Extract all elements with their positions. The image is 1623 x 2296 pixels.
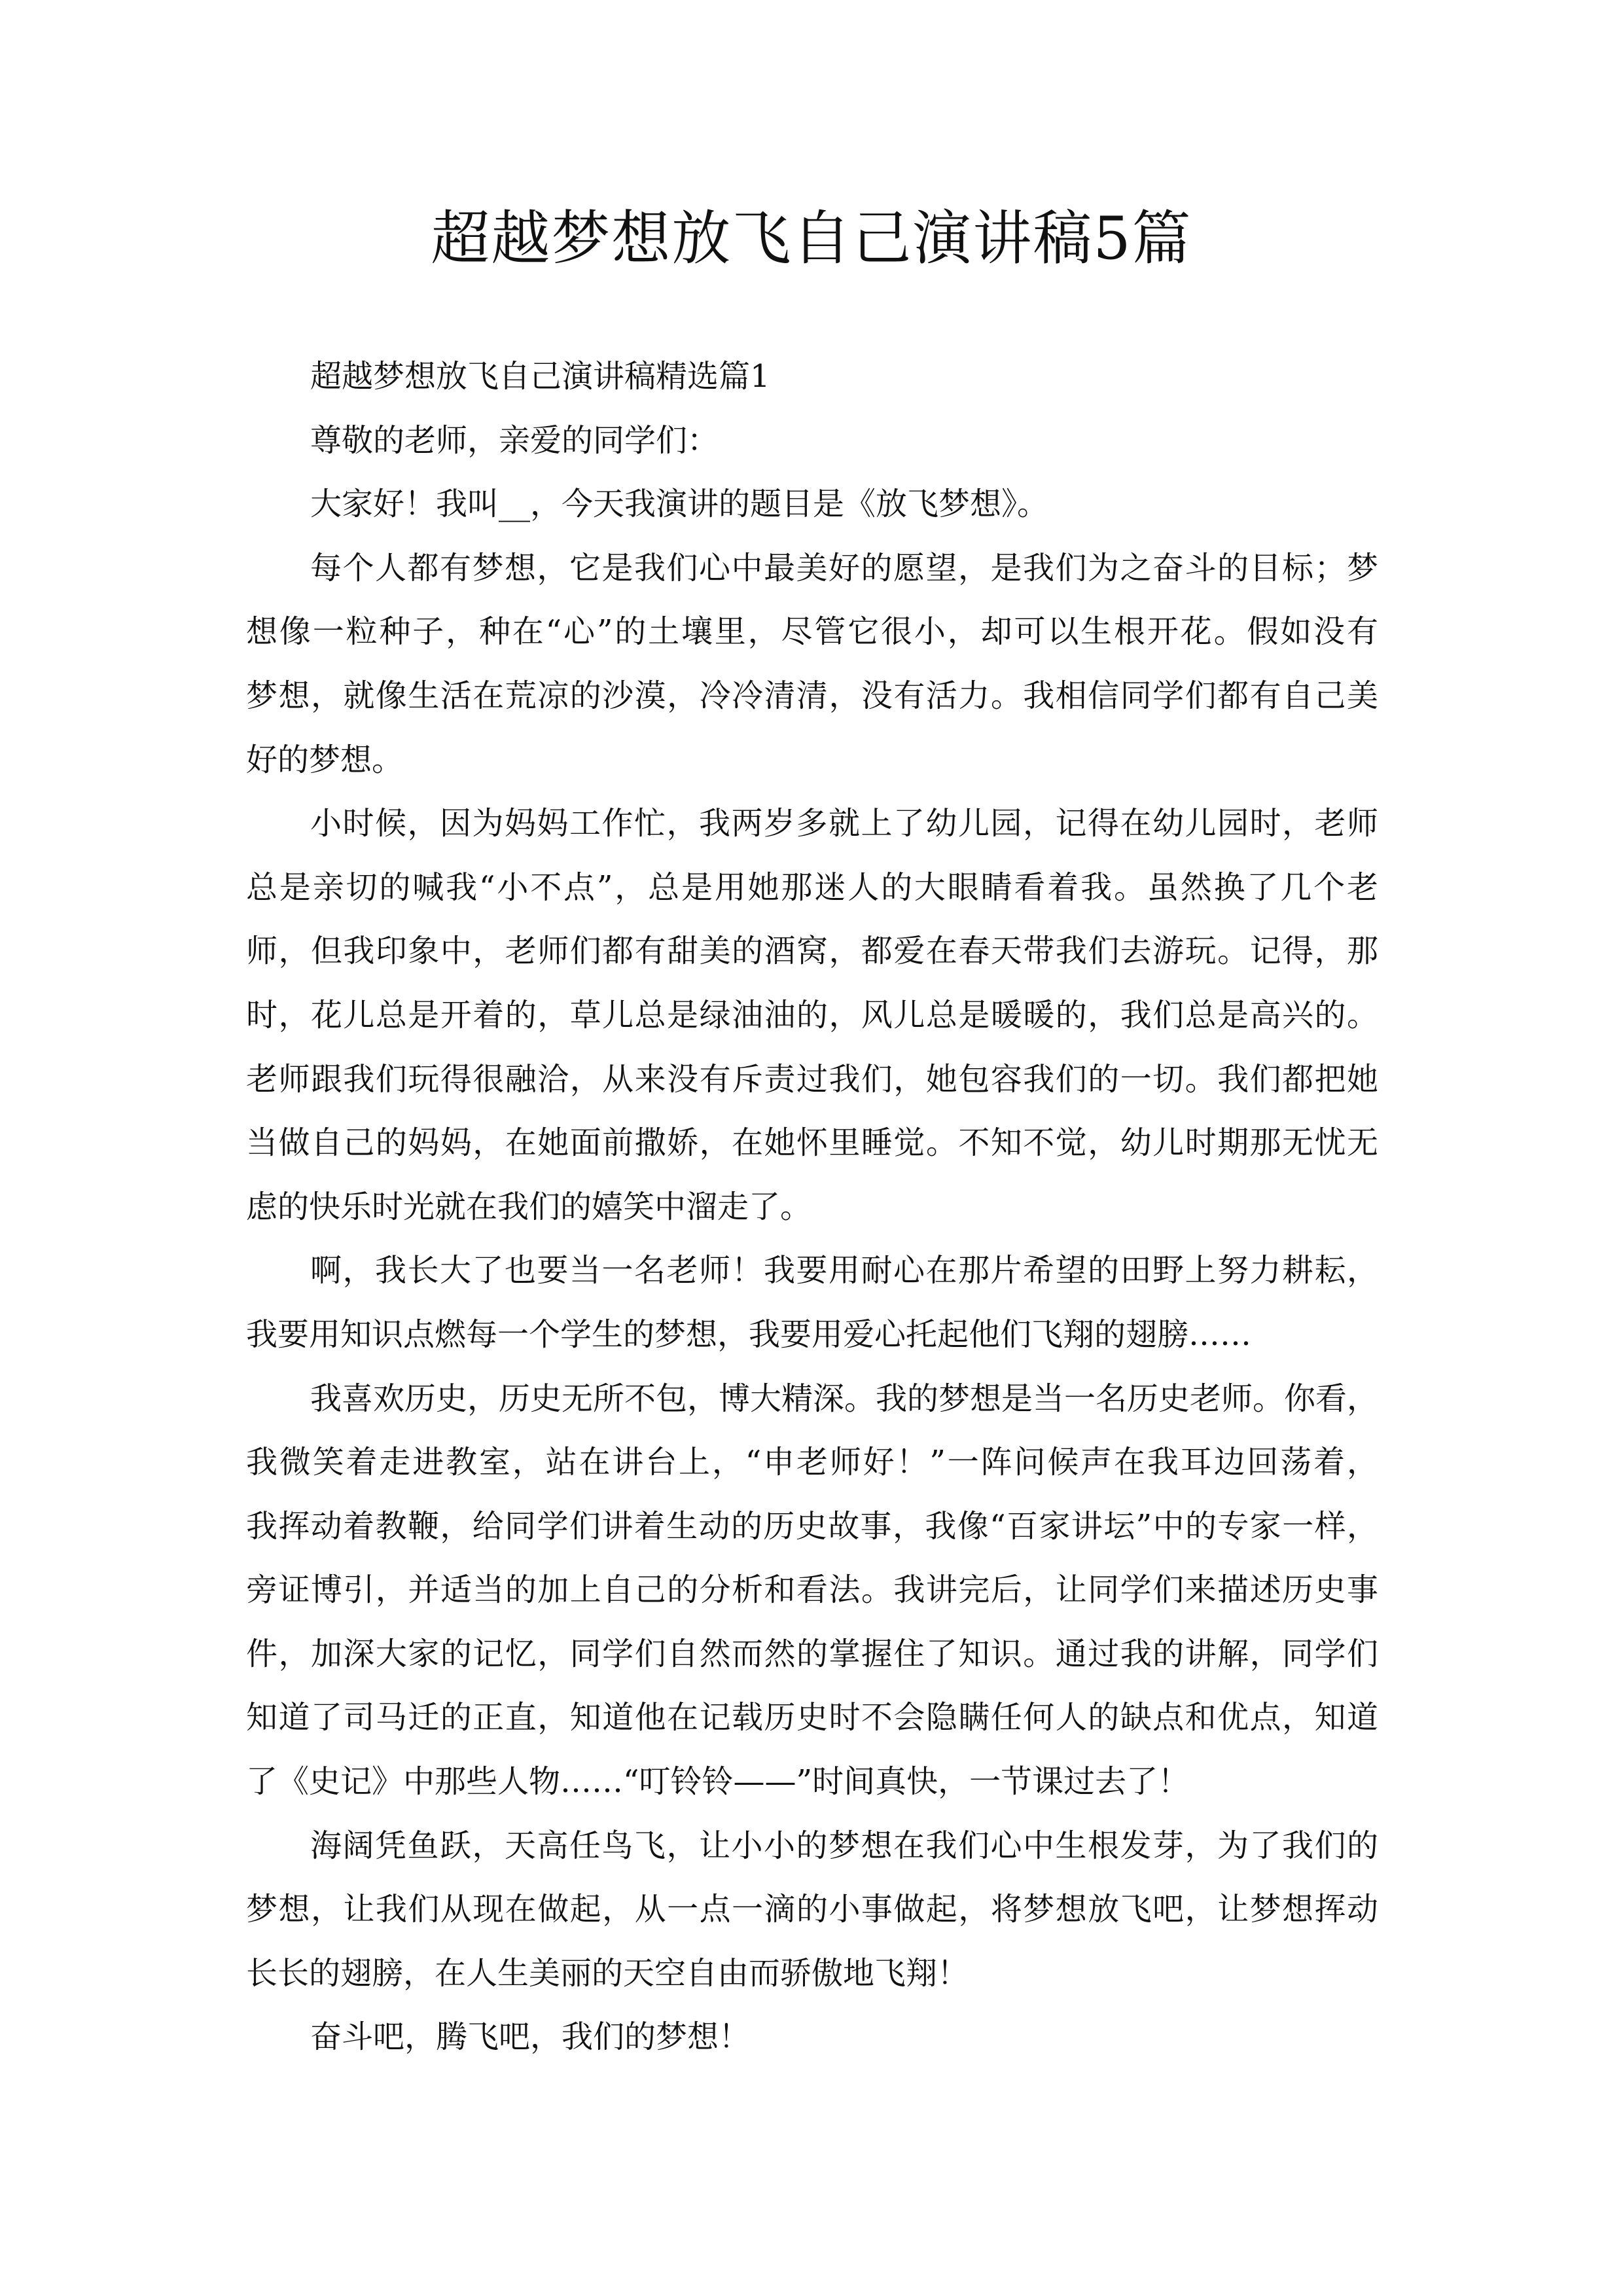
- text-line: 梦想，让我们从现在做起，从一点一滴的小事做起，将梦想放飞吧，让梦想挥动: [246, 1891, 1378, 1928]
- text-line: 海阔凭鱼跃，天高任鸟飞，让小小的梦想在我们心中生根发芽，为了我们的: [310, 1827, 1378, 1864]
- document-body: [246, 345, 1378, 2070]
- text-line: 旁证博引，并适当的加上自己的分析和看法。我讲完后，让同学们来描述历史事: [246, 1571, 1378, 1609]
- text-line: 总是亲切的喊我“小不点”，总是用她那迷人的大眼睛看着我。虽然换了几个老: [246, 869, 1378, 906]
- text-line: 件，加深大家的记忆，同学们自然而然的掌握住了知识。通过我的讲解，同学们: [246, 1635, 1378, 1672]
- text-line: 好的梦想。: [246, 741, 404, 778]
- paragraph: [246, 792, 1378, 1239]
- text-line: 超越梦想放飞自己演讲稿精选篇1: [310, 358, 770, 395]
- text-line: 我挥动着教鞭，给同学们讲着生动的历史故事，我像“百家讲坛”中的专家一样，: [246, 1507, 1378, 1545]
- paragraph: [246, 473, 1378, 537]
- text-line: 小时候，因为妈妈工作忙，我两岁多就上了幼儿园，记得在幼儿园时，老师: [310, 805, 1378, 842]
- text-line: 想像一粒种子，种在“心”的土壤里，尽管它很小，却可以生根开花。假如没有: [246, 613, 1378, 651]
- text-line: 了《史记》中那些人物……“叮铃铃——”时间真快，一节课过去了！: [246, 1763, 1190, 1801]
- paragraph: [246, 1367, 1378, 1814]
- paragraph: [246, 1814, 1378, 2006]
- text-line: 时，花儿总是开着的，草儿总是绿油油的，风儿总是暖暖的，我们总是高兴的。: [246, 996, 1378, 1033]
- text-line: 师，但我印象中，老师们都有甜美的酒窝，都爱在春天带我们去游玩。记得，那: [246, 933, 1378, 970]
- text-line: 尊敬的老师，亲爱的同学们：: [310, 422, 719, 459]
- paragraph: [246, 2005, 1378, 2070]
- paragraph: [246, 537, 1378, 792]
- text-line: 我微笑着走进教室，站在讲台上，“申老师好！”一阵问候声在我耳边回荡着，: [246, 1444, 1378, 1481]
- text-line: 知道了司马迁的正直，知道他在记载历史时不会隐瞒任何人的缺点和优点，知道: [246, 1699, 1378, 1736]
- text-line: 我要用知识点燃每一个学生的梦想，我要用爱心托起他们飞翔的翅膀……: [246, 1316, 1252, 1353]
- text-line: 奋斗吧，腾飞吧，我们的梦想！: [310, 2018, 751, 2056]
- text-line: 老师跟我们玩得很融洽，从来没有斥责过我们，她包容我们的一切。我们都把她: [246, 1060, 1378, 1098]
- text-line: 大家好！我叫__，今天我演讲的题目是《放飞梦想》。: [310, 486, 1049, 523]
- text-line: 啊，我长大了也要当一名老师！我要用耐心在那片希望的田野上努力耕耘，: [310, 1252, 1378, 1289]
- paragraph: [246, 1239, 1378, 1367]
- text-line: 我喜欢历史，历史无所不包，博大精深。我的梦想是当一名历史老师。你看，: [310, 1380, 1379, 1417]
- paragraph: [246, 345, 1378, 409]
- paragraph: [246, 409, 1378, 473]
- text-line: 当做自己的妈妈，在她面前撒娇，在她怀里睡觉。不知不觉，幼儿时期那无忧无: [246, 1124, 1378, 1162]
- text-line: 长长的翅膀，在人生美丽的天空自由而骄傲地飞翔！: [246, 1954, 969, 1992]
- text-line: 梦想，就像生活在荒凉的沙漠，冷冷清清，没有活力。我相信同学们都有自己美: [246, 677, 1378, 714]
- text-line: 虑的快乐时光就在我们的嬉笑中溜走了。: [246, 1188, 812, 1225]
- document-title: 超越梦想放飞自己演讲稿5篇: [431, 204, 1192, 273]
- text-line: 每个人都有梦想，它是我们心中最美好的愿望，是我们为之奋斗的目标；梦: [310, 549, 1378, 586]
